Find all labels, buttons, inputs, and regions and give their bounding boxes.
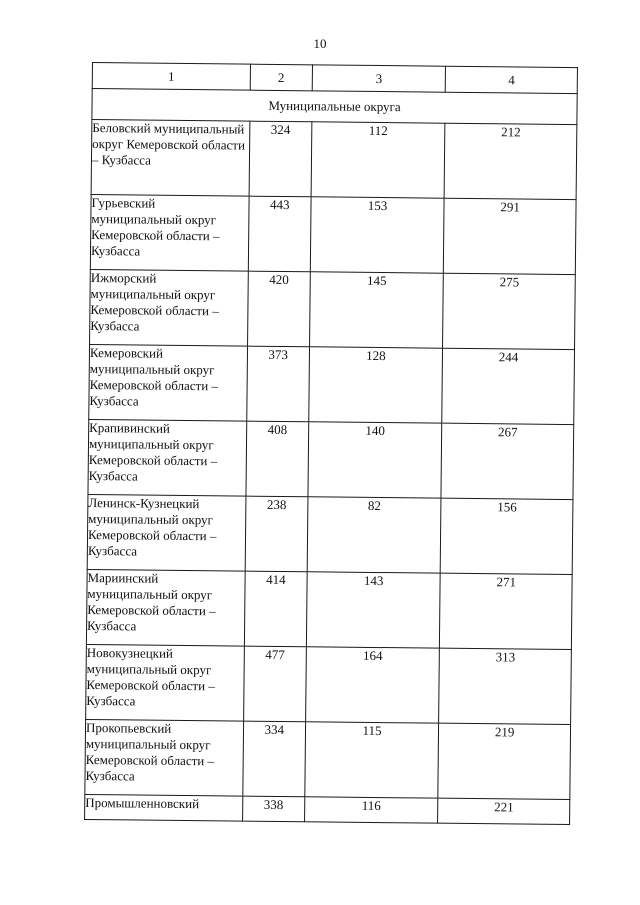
value-cell-col3: 128 [308, 347, 442, 423]
value-cell-col2: 420 [247, 271, 310, 347]
section-title: Муниципальные округа [92, 89, 577, 125]
district-name-cell: Кемеровский муниципальный округ Кемеровской области – Кузбасса [89, 344, 248, 421]
table-row [86, 644, 572, 724]
value-cell-col4: 313 [439, 648, 571, 724]
value-cell-col3: 112 [311, 122, 445, 198]
value-cell-col2: 373 [247, 346, 310, 422]
table-row [89, 344, 575, 424]
value-cell-col2: 443 [248, 196, 311, 272]
column-header-3: 3 [312, 65, 446, 92]
table-row [90, 269, 576, 349]
district-name-cell: Мариинский муниципальный округ Кемеровской области – Кузбасса [86, 569, 245, 646]
value-cell-col3: 140 [308, 422, 442, 498]
value-cell-col3: 164 [305, 647, 439, 723]
section-row [92, 89, 577, 125]
value-cell-col4: 275 [443, 273, 575, 349]
table-row [88, 419, 574, 499]
table-row [85, 719, 571, 799]
value-cell-col3: 116 [304, 797, 438, 823]
column-header-4: 4 [446, 66, 578, 93]
value-cell-col2: 477 [243, 646, 306, 722]
value-cell-col4: 291 [444, 198, 576, 274]
district-name-cell: Промышленновский [85, 794, 243, 821]
value-cell-col2: 238 [245, 496, 308, 572]
district-name-cell: Новокузнецкий муниципальный округ Кемеровской области – Кузбасса [86, 644, 245, 721]
value-cell-col4: 267 [441, 423, 573, 499]
value-cell-col4: 219 [438, 723, 570, 799]
value-cell-col3: 82 [307, 497, 441, 573]
district-name-cell: Ижморский муниципальный округ Кемеровской области – Кузбасса [90, 269, 249, 346]
district-name-cell: Беловский муниципальный округ Кемеровской области – Кузбасса [91, 120, 250, 197]
column-header-2: 2 [250, 64, 312, 91]
district-name-cell: Крапивинский муниципальный округ Кемеровской области – Кузбасса [88, 419, 247, 496]
value-cell-col2: 324 [249, 121, 312, 197]
column-header-1: 1 [92, 63, 250, 91]
value-cell-col4: 156 [441, 498, 573, 574]
district-name-cell: Ленинск-Кузнецкий муниципальный округ Кемеровской области – Кузбасса [87, 494, 246, 571]
table-row [87, 494, 573, 574]
table-row [90, 194, 576, 274]
value-cell-col3: 115 [305, 722, 439, 798]
value-cell-col3: 153 [310, 197, 444, 273]
value-cell-col3: 143 [306, 572, 440, 648]
value-cell-col2: 334 [243, 721, 306, 797]
value-cell-col2: 414 [244, 571, 307, 647]
table-row [91, 120, 577, 200]
district-name-cell: Прокопьевский муниципальный округ Кемеровской области – Кузбасса [85, 719, 244, 796]
table-row [85, 794, 570, 824]
value-cell-col4: 221 [438, 798, 570, 824]
value-cell-col2: 408 [246, 421, 309, 497]
district-name-cell: Гурьевский муниципальный округ Кемеровской области – Кузбасса [90, 194, 249, 271]
table-row [86, 569, 572, 649]
value-cell-col4: 244 [442, 348, 574, 424]
value-cell-col4: 271 [440, 573, 572, 649]
value-cell-col4: 212 [444, 123, 576, 199]
data-table [84, 62, 578, 825]
page-number: 10 [313, 36, 327, 51]
value-cell-col3: 145 [309, 272, 443, 348]
value-cell-col2: 338 [242, 796, 304, 822]
